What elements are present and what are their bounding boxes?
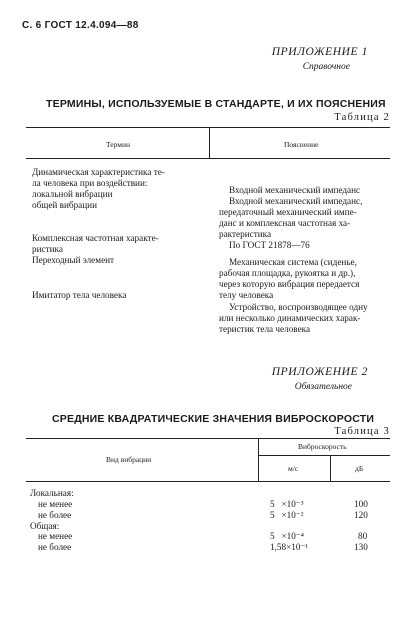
explanation-line: теристик тела человека	[219, 324, 311, 334]
explanation-line: рабочая площадка, рукоятка и др.),	[219, 268, 356, 278]
explanation-line: Механическая система (сиденье,	[229, 257, 357, 267]
table-3-row-label: Общая:	[30, 521, 60, 531]
explanation-line: рактеристика	[219, 229, 272, 239]
table-3-subheader-rule	[258, 455, 390, 456]
section-1-title: ТЕРМИНЫ, ИСПОЛЬЗУЕМЫЕ В СТАНДАРТЕ, И ИХ ПОЯСНЕНИЯ	[46, 98, 386, 110]
table-3-ms-value: 5 ×10⁻²	[270, 510, 304, 520]
term-line: ристика	[32, 244, 63, 254]
table-3-column-divider	[258, 438, 259, 481]
table-3-row-label: Локальная:	[30, 488, 74, 498]
table-3-row-label: не менее	[38, 499, 73, 509]
term-line: Комплексная частотная характе-	[32, 233, 159, 243]
explanation-line: данс и комплексная частотная ха-	[219, 218, 351, 228]
term-line: ла человека при воздействии:	[32, 178, 148, 188]
term-line: локальной вибрации	[32, 189, 113, 199]
table-3-row-label: не более	[38, 542, 72, 552]
table-3-header-db: дБ	[355, 464, 364, 473]
table-3-header-speed: Виброскорость	[298, 442, 347, 451]
appendix-1-status: Справочное	[302, 62, 350, 72]
term-line: Переходный элемент	[32, 255, 115, 265]
table-3-row-label: не менее	[38, 531, 73, 541]
table-3-header-ms: м/с	[288, 464, 299, 473]
table-3-ms-value: 5 ×10⁻³	[270, 499, 304, 509]
table-2-header-explanation: Пояснение	[284, 140, 319, 149]
explanation-line: или несколько динамических харак-	[219, 313, 361, 323]
table-3-ms-value: 1,58×10⁻¹	[270, 542, 309, 552]
table-2-column-divider	[209, 127, 210, 158]
term-line: общей вибрации	[32, 200, 97, 210]
table-2-label: Таблица 2	[334, 112, 390, 123]
table-2-header-term: Термин	[106, 140, 131, 149]
table-3-ms-value: 5 ×10⁻⁴	[270, 531, 304, 541]
explanation-line: через которую вибрация передается	[219, 279, 360, 289]
term-line: Динамическая характеристика те-	[32, 167, 165, 177]
table-3-db-value: 130	[354, 542, 368, 552]
table-3-row-label: не более	[38, 510, 72, 520]
explanation-line: телу человека	[219, 290, 274, 300]
explanation-line: Входной механический импеданс,	[229, 196, 363, 206]
explanation-line: Входной механический импеданс	[229, 185, 361, 195]
explanation-line: Устройство, воспроизводящее одну	[229, 302, 368, 312]
page-header: С. 6 ГОСТ 12.4.094—88	[22, 20, 139, 31]
table-3-top-rule	[26, 438, 390, 439]
table-3-column-divider	[330, 455, 331, 481]
appendix-2-label: ПРИЛОЖЕНИЕ 2	[271, 366, 368, 378]
section-2-title: СРЕДНИЕ КВАДРАТИЧЕСКИЕ ЗНАЧЕНИЯ ВИБРОСКОРОСТИ	[52, 413, 375, 425]
table-3-db-value: 120	[354, 510, 368, 520]
table-2-top-rule	[26, 127, 390, 128]
table-3-db-value: 80	[358, 531, 368, 541]
explanation-line: передаточный механический импе-	[219, 207, 357, 217]
table-3-label: Таблица 3	[334, 426, 390, 437]
term-line: Имитатор тела человека	[32, 290, 127, 300]
table-3-header-type: Вид вибрации	[106, 455, 152, 464]
table-2-header-rule	[26, 158, 390, 159]
explanation-line: По ГОСТ 21878—76	[229, 240, 310, 250]
table-3-header-rule	[26, 481, 390, 482]
table-3-db-value: 100	[354, 499, 368, 509]
appendix-1-label: ПРИЛОЖЕНИЕ 1	[271, 46, 368, 58]
appendix-2-status: Обязательное	[294, 382, 352, 392]
